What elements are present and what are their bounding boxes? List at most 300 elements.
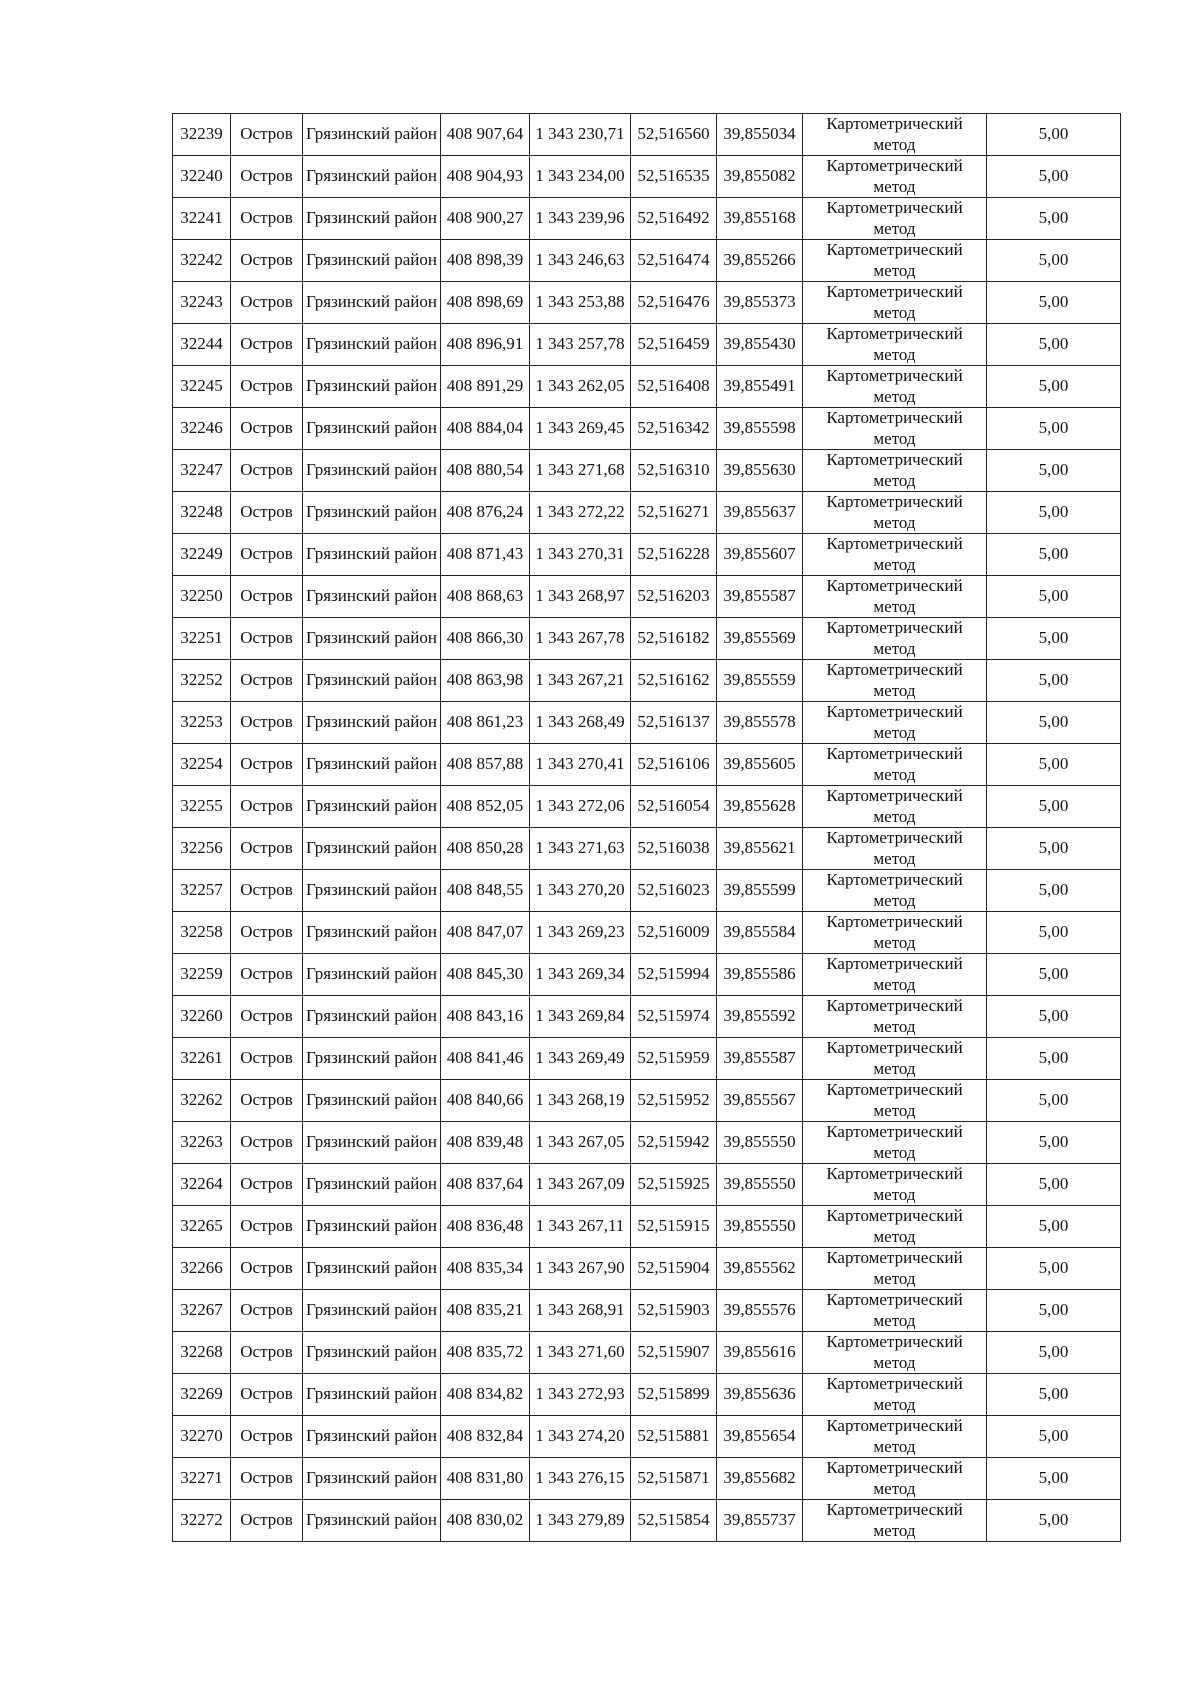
- accuracy-cell: [987, 828, 1121, 870]
- accuracy-cell-text: 5,00: [1038, 1090, 1069, 1110]
- coord-y-cell-text: 1 343 267,09: [535, 1174, 625, 1194]
- object-type-cell-text: Остров: [240, 1426, 293, 1446]
- accuracy-cell: [987, 408, 1121, 450]
- district-cell: [303, 1374, 441, 1416]
- object-type-cell-text: Остров: [240, 1048, 293, 1068]
- accuracy-cell-text: 5,00: [1038, 838, 1069, 858]
- accuracy-cell-text: 5,00: [1038, 1258, 1069, 1278]
- object-type-cell: [231, 870, 303, 912]
- latitude-cell-text: 52,516476: [637, 292, 710, 312]
- coord-x-cell-text: 408 891,29: [446, 376, 524, 396]
- coord-y-cell: [530, 828, 631, 870]
- coord-x-cell-text: 408 861,23: [446, 712, 524, 732]
- coord-x-cell-text: 408 841,46: [446, 1048, 524, 1068]
- table-row: [173, 492, 1121, 534]
- method-cell: [803, 1164, 987, 1206]
- coord-y-cell-text: 1 343 279,89: [535, 1510, 625, 1530]
- point-number-cell-text: 32269: [180, 1384, 223, 1404]
- district-cell-text: Грязинский район: [306, 1132, 437, 1152]
- method-cell-text: Картометрический метод: [826, 786, 963, 826]
- longitude-cell-text: 39,855737: [723, 1510, 796, 1530]
- latitude-cell-text: 52,515907: [637, 1342, 710, 1362]
- coord-x-cell: [441, 450, 530, 492]
- district-cell: [303, 702, 441, 744]
- latitude-cell: [631, 828, 717, 870]
- method-cell-text: Картометрический метод: [826, 1080, 963, 1120]
- table-row: [173, 996, 1121, 1038]
- coord-y-cell: [530, 282, 631, 324]
- table-row: [173, 324, 1121, 366]
- table-row: [173, 618, 1121, 660]
- longitude-cell-text: 39,855562: [723, 1258, 796, 1278]
- method-cell-text: Картометрический метод: [826, 618, 963, 658]
- coord-x-cell-text: 408 868,63: [446, 586, 524, 606]
- longitude-cell-text: 39,855599: [723, 880, 796, 900]
- coord-y-cell-text: 1 343 239,96: [535, 208, 625, 228]
- longitude-cell-text: 39,855630: [723, 460, 796, 480]
- point-number-cell: [173, 954, 231, 996]
- longitude-cell-text: 39,855491: [723, 376, 796, 396]
- longitude-cell: [717, 1332, 803, 1374]
- coord-x-cell: [441, 366, 530, 408]
- point-number-cell-text: 32258: [180, 922, 223, 942]
- latitude-cell: [631, 1332, 717, 1374]
- object-type-cell: [231, 1038, 303, 1080]
- table-row: [173, 954, 1121, 996]
- table-row: [173, 744, 1121, 786]
- coord-x-cell-text: 408 884,04: [446, 418, 524, 438]
- coord-y-cell-text: 1 343 274,20: [535, 1426, 625, 1446]
- accuracy-cell: [987, 1122, 1121, 1164]
- method-cell: [803, 1248, 987, 1290]
- coord-x-cell: [441, 1038, 530, 1080]
- district-cell: [303, 1332, 441, 1374]
- point-number-cell: [173, 366, 231, 408]
- coord-y-cell-text: 1 343 269,45: [535, 418, 625, 438]
- latitude-cell: [631, 534, 717, 576]
- latitude-cell: [631, 408, 717, 450]
- district-cell-text: Грязинский район: [306, 1258, 437, 1278]
- accuracy-cell-text: 5,00: [1038, 1300, 1069, 1320]
- coord-x-cell: [441, 492, 530, 534]
- coord-y-cell: [530, 618, 631, 660]
- district-cell: [303, 1458, 441, 1500]
- object-type-cell: [231, 954, 303, 996]
- coord-y-cell-text: 1 343 271,60: [535, 1342, 625, 1362]
- method-cell-text: Картометрический метод: [826, 702, 963, 742]
- coord-x-cell: [441, 198, 530, 240]
- accuracy-cell: [987, 114, 1121, 156]
- method-cell-text: Картометрический метод: [826, 1290, 963, 1330]
- accuracy-cell: [987, 660, 1121, 702]
- point-number-cell-text: 32247: [180, 460, 223, 480]
- object-type-cell-text: Остров: [240, 208, 293, 228]
- coord-x-cell: [441, 828, 530, 870]
- district-cell: [303, 114, 441, 156]
- point-number-cell: [173, 618, 231, 660]
- coord-y-cell: [530, 408, 631, 450]
- district-cell: [303, 828, 441, 870]
- coord-y-cell: [530, 954, 631, 996]
- accuracy-cell-text: 5,00: [1038, 1174, 1069, 1194]
- object-type-cell-text: Остров: [240, 880, 293, 900]
- method-cell: [803, 408, 987, 450]
- longitude-cell: [717, 240, 803, 282]
- method-cell-text: Картометрический метод: [826, 1416, 963, 1456]
- point-number-cell-text: 32254: [180, 754, 223, 774]
- district-cell: [303, 576, 441, 618]
- coord-y-cell-text: 1 343 257,78: [535, 334, 625, 354]
- latitude-cell: [631, 786, 717, 828]
- point-number-cell: [173, 1038, 231, 1080]
- district-cell: [303, 1500, 441, 1542]
- latitude-cell-text: 52,515942: [637, 1132, 710, 1152]
- coord-y-cell-text: 1 343 271,63: [535, 838, 625, 858]
- district-cell: [303, 450, 441, 492]
- latitude-cell: [631, 1500, 717, 1542]
- coord-y-cell-text: 1 343 246,63: [535, 250, 625, 270]
- point-number-cell: [173, 1416, 231, 1458]
- method-cell: [803, 786, 987, 828]
- accuracy-cell: [987, 786, 1121, 828]
- accuracy-cell-text: 5,00: [1038, 796, 1069, 816]
- accuracy-cell: [987, 996, 1121, 1038]
- coord-y-cell-text: 1 343 269,34: [535, 964, 625, 984]
- accuracy-cell: [987, 534, 1121, 576]
- latitude-cell: [631, 618, 717, 660]
- object-type-cell: [231, 1500, 303, 1542]
- method-cell: [803, 1500, 987, 1542]
- accuracy-cell-text: 5,00: [1038, 208, 1069, 228]
- object-type-cell: [231, 282, 303, 324]
- longitude-cell-text: 39,855266: [723, 250, 796, 270]
- district-cell: [303, 240, 441, 282]
- coord-x-cell-text: 408 831,80: [446, 1468, 524, 1488]
- table-row: [173, 702, 1121, 744]
- latitude-cell-text: 52,515854: [637, 1510, 710, 1530]
- point-number-cell-text: 32250: [180, 586, 223, 606]
- method-cell-text: Картометрический метод: [826, 912, 963, 952]
- district-cell-text: Грязинский район: [306, 460, 437, 480]
- longitude-cell: [717, 786, 803, 828]
- point-number-cell: [173, 534, 231, 576]
- longitude-cell-text: 39,855430: [723, 334, 796, 354]
- accuracy-cell-text: 5,00: [1038, 1342, 1069, 1362]
- coord-y-cell: [530, 1122, 631, 1164]
- district-cell: [303, 954, 441, 996]
- longitude-cell: [717, 870, 803, 912]
- coord-x-cell: [441, 870, 530, 912]
- object-type-cell-text: Остров: [240, 586, 293, 606]
- district-cell: [303, 786, 441, 828]
- point-number-cell: [173, 198, 231, 240]
- object-type-cell: [231, 156, 303, 198]
- district-cell: [303, 660, 441, 702]
- district-cell-text: Грязинский район: [306, 544, 437, 564]
- point-number-cell: [173, 1080, 231, 1122]
- latitude-cell: [631, 702, 717, 744]
- latitude-cell-text: 52,516054: [637, 796, 710, 816]
- latitude-cell-text: 52,515959: [637, 1048, 710, 1068]
- object-type-cell-text: Остров: [240, 1258, 293, 1278]
- object-type-cell-text: Остров: [240, 250, 293, 270]
- latitude-cell-text: 52,515915: [637, 1216, 710, 1236]
- longitude-cell: [717, 996, 803, 1038]
- longitude-cell: [717, 366, 803, 408]
- object-type-cell: [231, 618, 303, 660]
- point-number-cell-text: 32261: [180, 1048, 223, 1068]
- coord-y-cell-text: 1 343 269,84: [535, 1006, 625, 1026]
- district-cell: [303, 1206, 441, 1248]
- longitude-cell-text: 39,855636: [723, 1384, 796, 1404]
- point-number-cell-text: 32256: [180, 838, 223, 858]
- method-cell: [803, 744, 987, 786]
- district-cell-text: Грязинский район: [306, 250, 437, 270]
- longitude-cell: [717, 1500, 803, 1542]
- coord-x-cell: [441, 240, 530, 282]
- object-type-cell: [231, 786, 303, 828]
- accuracy-cell-text: 5,00: [1038, 250, 1069, 270]
- accuracy-cell-text: 5,00: [1038, 418, 1069, 438]
- method-cell-text: Картометрический метод: [826, 324, 963, 364]
- accuracy-cell-text: 5,00: [1038, 880, 1069, 900]
- method-cell-text: Картометрический метод: [826, 576, 963, 616]
- latitude-cell: [631, 114, 717, 156]
- object-type-cell: [231, 912, 303, 954]
- coord-x-cell: [441, 996, 530, 1038]
- coord-x-cell-text: 408 840,66: [446, 1090, 524, 1110]
- coord-x-cell: [441, 324, 530, 366]
- district-cell: [303, 744, 441, 786]
- latitude-cell: [631, 1038, 717, 1080]
- accuracy-cell-text: 5,00: [1038, 712, 1069, 732]
- object-type-cell-text: Остров: [240, 1342, 293, 1362]
- accuracy-cell: [987, 1248, 1121, 1290]
- table-row: [173, 870, 1121, 912]
- object-type-cell: [231, 198, 303, 240]
- table-row: [173, 1416, 1121, 1458]
- point-number-cell: [173, 156, 231, 198]
- coord-y-cell-text: 1 343 272,06: [535, 796, 625, 816]
- coord-y-cell: [530, 744, 631, 786]
- table-row: [173, 1038, 1121, 1080]
- coord-y-cell: [530, 450, 631, 492]
- latitude-cell-text: 52,516560: [637, 124, 710, 144]
- coord-y-cell: [530, 492, 631, 534]
- district-cell: [303, 1164, 441, 1206]
- coord-x-cell-text: 408 904,93: [446, 166, 524, 186]
- district-cell-text: Грязинский район: [306, 166, 437, 186]
- latitude-cell: [631, 660, 717, 702]
- coord-x-cell: [441, 1122, 530, 1164]
- object-type-cell-text: Остров: [240, 964, 293, 984]
- coord-x-cell: [441, 1332, 530, 1374]
- coord-y-cell: [530, 240, 631, 282]
- object-type-cell-text: Остров: [240, 334, 293, 354]
- table-row: [173, 282, 1121, 324]
- coord-y-cell: [530, 366, 631, 408]
- longitude-cell-text: 39,855628: [723, 796, 796, 816]
- district-cell: [303, 618, 441, 660]
- longitude-cell: [717, 828, 803, 870]
- longitude-cell-text: 39,855587: [723, 1048, 796, 1068]
- latitude-cell-text: 52,516038: [637, 838, 710, 858]
- point-number-cell: [173, 492, 231, 534]
- object-type-cell-text: Остров: [240, 1132, 293, 1152]
- method-cell-text: Картометрический метод: [826, 996, 963, 1036]
- coord-y-cell: [530, 786, 631, 828]
- accuracy-cell: [987, 576, 1121, 618]
- table-row: [173, 534, 1121, 576]
- coord-x-cell-text: 408 896,91: [446, 334, 524, 354]
- accuracy-cell: [987, 450, 1121, 492]
- latitude-cell-text: 52,516023: [637, 880, 710, 900]
- point-number-cell: [173, 1206, 231, 1248]
- method-cell-text: Картометрический метод: [826, 1248, 963, 1288]
- latitude-cell: [631, 1248, 717, 1290]
- table-row: [173, 198, 1121, 240]
- coord-x-cell-text: 408 834,82: [446, 1384, 524, 1404]
- longitude-cell: [717, 198, 803, 240]
- accuracy-cell: [987, 1332, 1121, 1374]
- district-cell-text: Грязинский район: [306, 124, 437, 144]
- longitude-cell-text: 39,855550: [723, 1132, 796, 1152]
- district-cell: [303, 1416, 441, 1458]
- table-row: [173, 1500, 1121, 1542]
- method-cell-text: Картометрический метод: [826, 408, 963, 448]
- district-cell: [303, 282, 441, 324]
- object-type-cell-text: Остров: [240, 1468, 293, 1488]
- point-number-cell-text: 32268: [180, 1342, 223, 1362]
- latitude-cell-text: 52,515952: [637, 1090, 710, 1110]
- longitude-cell-text: 39,855621: [723, 838, 796, 858]
- point-number-cell: [173, 912, 231, 954]
- point-number-cell-text: 32259: [180, 964, 223, 984]
- latitude-cell: [631, 576, 717, 618]
- latitude-cell-text: 52,515904: [637, 1258, 710, 1278]
- latitude-cell: [631, 954, 717, 996]
- latitude-cell: [631, 744, 717, 786]
- coord-y-cell-text: 1 343 268,91: [535, 1300, 625, 1320]
- latitude-cell: [631, 366, 717, 408]
- accuracy-cell-text: 5,00: [1038, 166, 1069, 186]
- district-cell-text: Грязинский район: [306, 1216, 437, 1236]
- object-type-cell-text: Остров: [240, 922, 293, 942]
- point-number-cell-text: 32252: [180, 670, 223, 690]
- table-row: [173, 1290, 1121, 1332]
- latitude-cell-text: 52,515899: [637, 1384, 710, 1404]
- method-cell-text: Картометрический метод: [826, 282, 963, 322]
- table-row: [173, 366, 1121, 408]
- longitude-cell-text: 39,855576: [723, 1300, 796, 1320]
- longitude-cell-text: 39,855550: [723, 1216, 796, 1236]
- object-type-cell: [231, 1290, 303, 1332]
- method-cell-text: Картометрический метод: [826, 954, 963, 994]
- district-cell-text: Грязинский район: [306, 964, 437, 984]
- latitude-cell-text: 52,516009: [637, 922, 710, 942]
- coord-x-cell: [441, 1164, 530, 1206]
- method-cell-text: Картометрический метод: [826, 1458, 963, 1498]
- accuracy-cell-text: 5,00: [1038, 1006, 1069, 1026]
- accuracy-cell-text: 5,00: [1038, 376, 1069, 396]
- object-type-cell-text: Остров: [240, 124, 293, 144]
- coord-y-cell: [530, 156, 631, 198]
- district-cell-text: Грязинский район: [306, 670, 437, 690]
- object-type-cell: [231, 1416, 303, 1458]
- district-cell: [303, 996, 441, 1038]
- district-cell-text: Грязинский район: [306, 1468, 437, 1488]
- accuracy-cell: [987, 198, 1121, 240]
- method-cell: [803, 1080, 987, 1122]
- table-row: [173, 786, 1121, 828]
- district-cell: [303, 1248, 441, 1290]
- coord-y-cell-text: 1 343 230,71: [535, 124, 625, 144]
- district-cell-text: Грязинский район: [306, 1090, 437, 1110]
- longitude-cell: [717, 1164, 803, 1206]
- accuracy-cell-text: 5,00: [1038, 124, 1069, 144]
- point-number-cell-text: 32272: [180, 1510, 223, 1530]
- district-cell-text: Грязинский район: [306, 712, 437, 732]
- longitude-cell: [717, 744, 803, 786]
- coord-x-cell: [441, 1416, 530, 1458]
- point-number-cell-text: 32267: [180, 1300, 223, 1320]
- point-number-cell: [173, 114, 231, 156]
- table-row: [173, 1374, 1121, 1416]
- coord-y-cell-text: 1 343 267,90: [535, 1258, 625, 1278]
- longitude-cell: [717, 114, 803, 156]
- coord-x-cell-text: 408 832,84: [446, 1426, 524, 1446]
- coord-x-cell-text: 408 880,54: [446, 460, 524, 480]
- coord-y-cell-text: 1 343 267,21: [535, 670, 625, 690]
- coord-x-cell-text: 408 876,24: [446, 502, 524, 522]
- method-cell-text: Картометрический метод: [826, 870, 963, 910]
- accuracy-cell-text: 5,00: [1038, 292, 1069, 312]
- method-cell: [803, 366, 987, 408]
- district-cell-text: Грязинский район: [306, 1048, 437, 1068]
- coord-x-cell: [441, 114, 530, 156]
- method-cell: [803, 114, 987, 156]
- accuracy-cell-text: 5,00: [1038, 1132, 1069, 1152]
- object-type-cell-text: Остров: [240, 628, 293, 648]
- method-cell: [803, 324, 987, 366]
- latitude-cell: [631, 240, 717, 282]
- coord-y-cell: [530, 1416, 631, 1458]
- object-type-cell-text: Остров: [240, 838, 293, 858]
- object-type-cell: [231, 408, 303, 450]
- object-type-cell-text: Остров: [240, 1090, 293, 1110]
- coord-x-cell-text: 408 863,98: [446, 670, 524, 690]
- point-number-cell: [173, 744, 231, 786]
- table-row: [173, 1458, 1121, 1500]
- method-cell: [803, 1206, 987, 1248]
- latitude-cell: [631, 324, 717, 366]
- latitude-cell: [631, 1122, 717, 1164]
- coord-y-cell: [530, 1500, 631, 1542]
- object-type-cell: [231, 702, 303, 744]
- longitude-cell-text: 39,855567: [723, 1090, 796, 1110]
- coord-x-cell-text: 408 898,39: [446, 250, 524, 270]
- method-cell: [803, 282, 987, 324]
- coord-x-cell-text: 408 848,55: [446, 880, 524, 900]
- longitude-cell: [717, 534, 803, 576]
- accuracy-cell-text: 5,00: [1038, 670, 1069, 690]
- coord-y-cell-text: 1 343 234,00: [535, 166, 625, 186]
- accuracy-cell: [987, 1374, 1121, 1416]
- coord-x-cell: [441, 534, 530, 576]
- point-number-cell-text: 32248: [180, 502, 223, 522]
- district-cell-text: Грязинский район: [306, 754, 437, 774]
- coord-y-cell-text: 1 343 270,20: [535, 880, 625, 900]
